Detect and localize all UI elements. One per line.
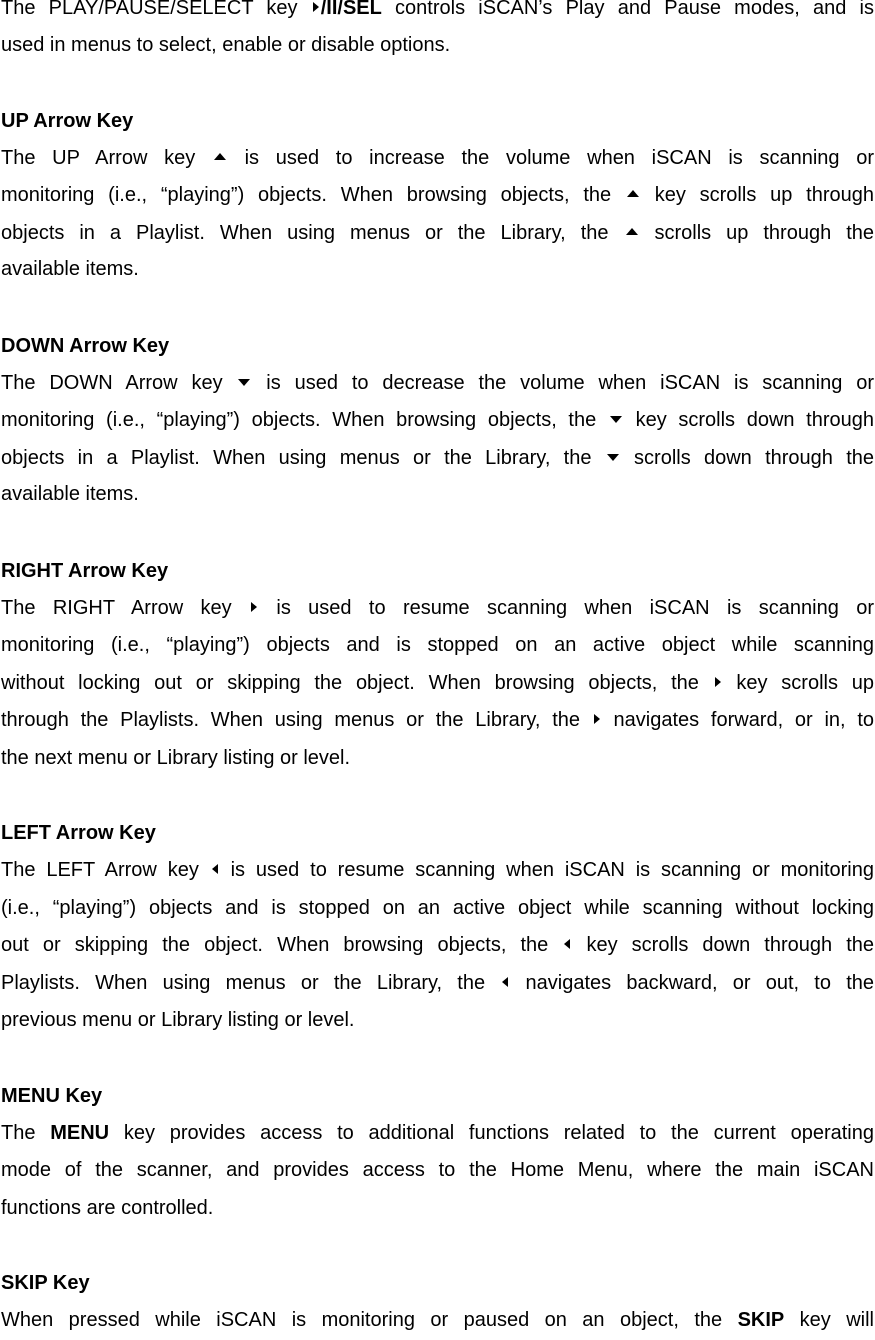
text: Playlists. When using menus or the Library, the	[1, 972, 501, 994]
text: through the Playlists. When using menus or the Library, the	[1, 709, 592, 731]
right-line-2: monitoring (i.e., “playing”) objects and is stopped on an active object while scanning	[1, 634, 874, 656]
text: The DOWN Arrow key	[1, 372, 237, 394]
skip-key-heading: SKIP Key	[1, 1272, 90, 1294]
menu-key-label: MENU	[50, 1122, 110, 1144]
text: objects in a Playlist. When using menus or the Library, the	[1, 222, 624, 244]
text: The PLAY/PAUSE/SELECT key	[1, 0, 311, 19]
text: is used to decrease the volume when iSCAN is scanning or	[252, 372, 874, 394]
text: is used to increase the volume when iSCAN is scanning or	[227, 147, 875, 169]
up-arrow-heading: UP Arrow Key	[1, 110, 134, 132]
text: is used to resume scanning when iSCAN is scanning or monitoring	[219, 859, 874, 881]
text: key will	[784, 1309, 875, 1331]
text: key scrolls down through the	[572, 934, 875, 956]
left-arrow-heading: LEFT Arrow Key	[1, 822, 156, 844]
right-arrow-heading: RIGHT Arrow Key	[1, 560, 169, 582]
up-arrow-icon	[626, 228, 638, 235]
down-arrow-icon	[607, 454, 619, 461]
left-arrow-icon	[502, 977, 508, 987]
up-line-3	[1, 215, 874, 253]
text: scrolls up through the	[639, 222, 874, 244]
up-line-1	[1, 140, 874, 178]
text: monitoring (i.e., “playing”) objects. When browsing objects, the	[1, 184, 625, 206]
down-line-2	[1, 402, 874, 440]
text: without locking out or skipping the object. When browsing objects, the	[1, 672, 713, 694]
right-line-4	[1, 702, 874, 740]
up-line-2	[1, 177, 874, 215]
intro-line-1	[1, 0, 874, 28]
up-line-4: available items.	[1, 258, 139, 280]
left-arrow-icon	[564, 939, 570, 949]
text: The LEFT Arrow key	[1, 859, 210, 881]
text: key provides access to additional functions related to the current operating	[109, 1122, 874, 1144]
play-key-label	[311, 0, 382, 19]
text: The UP Arrow key	[1, 147, 212, 169]
text: monitoring (i.e., “playing”) objects. When browsing objects, the	[1, 409, 608, 431]
down-arrow-icon	[238, 379, 250, 386]
text: key scrolls up	[722, 672, 874, 694]
text: key scrolls down through	[623, 409, 875, 431]
left-arrow-icon	[212, 864, 218, 874]
right-line-3	[1, 665, 874, 703]
text: The RIGHT Arrow key	[1, 597, 250, 619]
text: scrolls down through the	[620, 447, 874, 469]
left-line-1	[1, 852, 874, 890]
right-line-5: the next menu or Library listing or level.	[1, 747, 351, 769]
menu-line-1	[1, 1115, 874, 1153]
intro-line-2: used in menus to select, enable or disable options.	[1, 34, 451, 56]
text: navigates backward, or out, to the	[510, 972, 874, 994]
text: out or skipping the object. When browsing objects, the	[1, 934, 563, 956]
right-arrow-icon	[251, 602, 257, 612]
right-line-1	[1, 590, 874, 628]
text: When pressed while iSCAN is monitoring or paused on an object, the	[1, 1309, 738, 1331]
up-arrow-icon	[214, 153, 226, 160]
down-arrow-icon	[610, 416, 622, 423]
text: objects in a Playlist. When using menus or the Library, the	[1, 447, 605, 469]
text: controls iSCAN’s Play and Pause modes, and is	[381, 0, 874, 19]
up-arrow-icon	[627, 190, 639, 197]
text: is used to resume scanning when iSCAN is scanning or	[259, 597, 874, 619]
text: key scrolls up through	[640, 184, 874, 206]
down-line-3	[1, 440, 874, 478]
left-line-3	[1, 927, 874, 965]
key-name: /II/SEL	[320, 0, 382, 19]
text: The	[1, 1122, 51, 1144]
right-arrow-icon	[594, 714, 600, 724]
play-triangle-icon	[313, 2, 319, 12]
down-arrow-heading: DOWN Arrow Key	[1, 335, 170, 357]
skip-key-label: SKIP	[737, 1309, 785, 1331]
right-arrow-icon	[715, 677, 721, 687]
left-line-5: previous menu or Library listing or level.	[1, 1009, 355, 1031]
down-line-4: available items.	[1, 483, 139, 505]
menu-line-3: functions are controlled.	[1, 1197, 214, 1219]
left-line-4	[1, 965, 874, 1003]
down-line-1	[1, 365, 874, 403]
text: navigates forward, or in, to	[601, 709, 875, 731]
menu-line-2: mode of the scanner, and provides access to the Home Menu, where the main iSCAN	[1, 1159, 874, 1181]
menu-key-heading: MENU Key	[1, 1085, 103, 1107]
left-line-2: (i.e., “playing”) objects and is stopped on an active object while scanning without locking	[1, 897, 874, 919]
